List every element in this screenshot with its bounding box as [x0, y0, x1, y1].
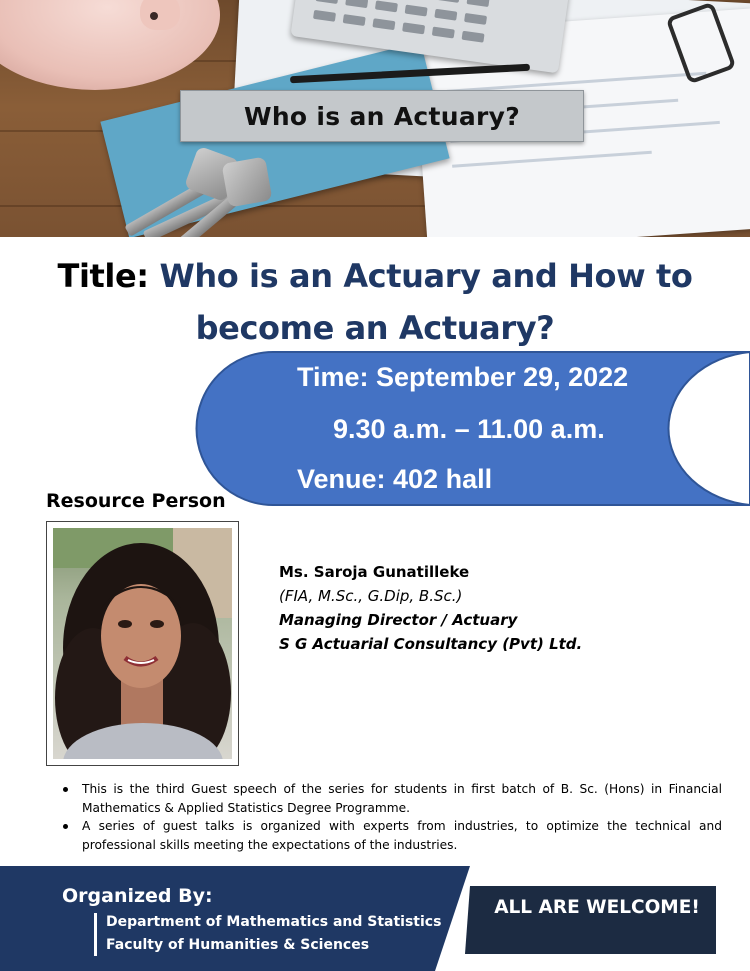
- speaker-info: [279, 560, 582, 656]
- organizer-department: Department of Mathematics and Statistics: [106, 914, 442, 930]
- bullet-text: A series of guest talks is organized with experts from industries, to optimize the technical and professional skills meeting the expectations of the industries.: [82, 819, 722, 852]
- organizer-heading: Organized By:: [62, 885, 213, 907]
- hero-photo: [0, 0, 750, 237]
- event-hours: 9.30 a.m. – 11.00 a.m.: [333, 414, 605, 444]
- list-item: [62, 817, 722, 854]
- organizer-faculty: Faculty of Humanities & Sciences: [106, 937, 370, 953]
- speaker-company: S G Actuarial Consultancy (Pvt) Ltd.: [279, 635, 583, 653]
- piggy-bank-icon: [0, 0, 220, 90]
- resource-person-heading: Resource Person: [46, 490, 226, 512]
- title-line2: become an Actuary?: [195, 309, 555, 347]
- speaker-photo-frame: [46, 521, 239, 766]
- event-details-banner: [195, 350, 750, 507]
- speaker-qualifications: (FIA, M.Sc., G.Dip, B.Sc.): [279, 587, 463, 605]
- welcome-message: ALL ARE WELCOME!: [494, 897, 700, 918]
- event-time: Time: September 29, 2022: [297, 362, 629, 392]
- bullet-icon: [63, 787, 68, 792]
- bullet-icon: [63, 824, 68, 829]
- organizer-divider: [94, 913, 97, 956]
- title-lead: Title:: [57, 257, 149, 295]
- hero-banner: [180, 90, 584, 142]
- hero-banner-text: Who is an Actuary?: [243, 101, 521, 131]
- speaker-role: Managing Director / Actuary: [279, 611, 518, 629]
- bullet-text: This is the third Guest speech of the series for students in first batch of B. Sc. (Hons) in Financial Mathematics & Applied Statistics Degree Programme.: [82, 782, 722, 815]
- list-item: [62, 780, 722, 817]
- speaker-photo: [53, 528, 232, 759]
- speaker-name: Ms. Saroja Gunatilleke: [279, 563, 470, 581]
- page-title: [0, 250, 750, 354]
- keys-icon: [120, 150, 290, 230]
- info-bullets: [62, 780, 722, 854]
- title-line1: Who is an Actuary and How to: [159, 257, 693, 295]
- event-venue: Venue: 402 hall: [297, 464, 493, 494]
